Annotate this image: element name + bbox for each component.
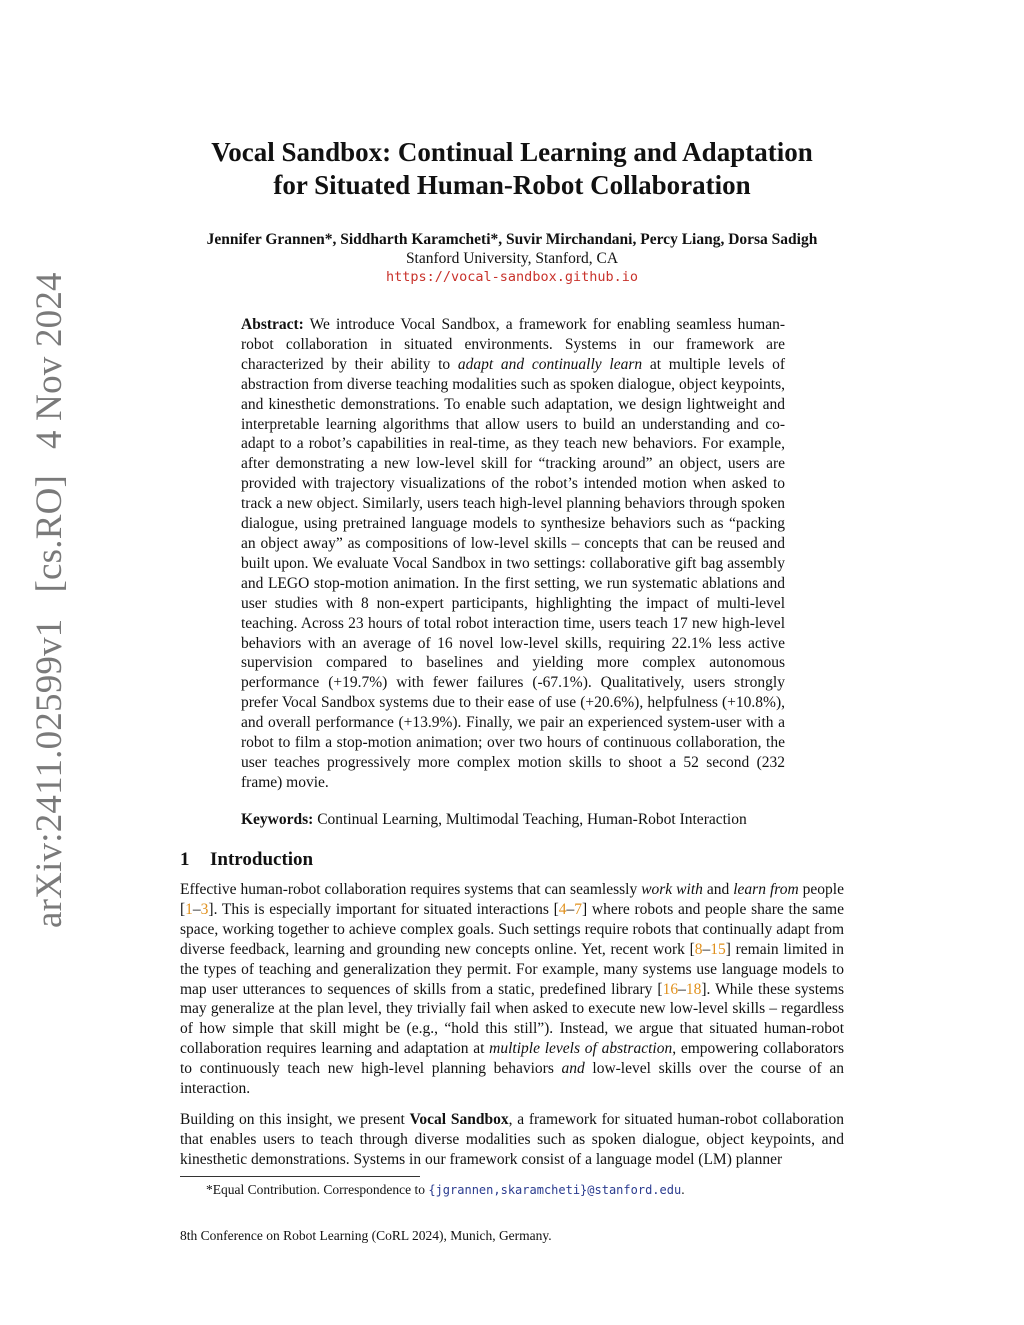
- p1-text: people [: [180, 881, 844, 918]
- footnote-text: *Equal Contribution. Correspondence to: [206, 1182, 429, 1197]
- title-line-1: Vocal Sandbox: Continual Learning and Adaptation: [211, 137, 813, 167]
- abstract-text-2: at multiple levels of abstraction from diverse teaching modalities such as spoken dialogue, object keypoints, and kinesthetic demonstrations. To enable such adaptation, we design lightweight and interpretable learning algorithms that allow users to build an understanding and co-adapt to a robot’s capabilities in real-time, as they teach new behaviors. For example, after demonstrating a new low-level skill for “tracking around” an object, users are provided with trajectory visualizations of the robot’s intended motion when asked to track a new object. Similarly, users teach high-level planning behaviors through spoken dialogue, using pretrained language models to synthesize behaviors such as “packing an object away” as compositions of low-level skills – concepts that can be reused and built upon. We evaluate Vocal Sandbox in two settings: collaborative gift bag assembly and LEGO stop-motion animation. In the first setting, we run systematic ablations and user studies with 8 non-expert participants, highlighting the impact of multi-level teaching. Across 23 hours of total robot interaction time, users teach 17 new high-level behaviors with an average of 16 novel low-level skills, requiring 22.1% less active supervision compared to baselines and yielding more complex autonomous performance (+19.7%) with fewer failures (-67.1%). Qualitatively, users strongly prefer Vocal Sandbox systems due to their ease of use (+20.6%), helpfulness (+10.8%), and overall performance (+13.9%). Finally, we pair an experienced system-user with a robot to film a stop-motion animation; over two hours of continuous collaboration, the user teaches progressively more complex motion skills to shoot a 52 second (232 frame) movie.: [241, 355, 785, 791]
- p1-text: ] remain limited in the types of teaching and generalization they permit. For example, many systems use language models to map user utterances to sequences of skills from a static, predefined library [: [180, 940, 844, 998]
- arxiv-identifier: [28, 272, 71, 928]
- arxiv-category: [cs.RO]: [29, 474, 70, 593]
- citation-link[interactable]: 3: [200, 900, 209, 918]
- intro-paragraph-2: [180, 1110, 844, 1170]
- venue-note: 8th Conference on Robot Learning (CoRL 2024), Munich, Germany.: [180, 1228, 552, 1243]
- paper-title: [180, 136, 844, 202]
- citation-dash: –: [702, 940, 711, 958]
- citation-link[interactable]: 7: [574, 900, 583, 918]
- citation-link[interactable]: 8: [694, 940, 703, 958]
- p2-text: Building on this insight, we present: [180, 1111, 410, 1128]
- p1-emphasis: and: [561, 1060, 585, 1078]
- keywords-label: Keywords:: [241, 811, 314, 828]
- abstract-text-1: We introduce Vocal Sandbox, a framework for enabling seamless human-robot collaboration in situated environments. Systems in our framework are characterized by their ability to: [241, 316, 785, 373]
- p1-text: low-level skills over the course of an interaction.: [180, 1060, 844, 1098]
- keywords: [241, 810, 785, 830]
- p1-text: and: [702, 881, 734, 898]
- footnote-rule: [180, 1176, 420, 1177]
- footnote-end: .: [681, 1182, 685, 1197]
- citation-link[interactable]: 1: [185, 900, 193, 918]
- email-link[interactable]: {jgrannen,skaramcheti}@stanford.edu: [428, 1183, 682, 1197]
- section-title: Introduction: [210, 849, 314, 870]
- citation-dash: –: [566, 900, 575, 918]
- citation-link[interactable]: 15: [710, 940, 726, 958]
- p1-text: ]. While these systems may generalize at the plan level, they trivially fail when asked to execute new low-level skills – regardless of how simple that skill might be (e.g., “hold this still”). Instead, we argue that situated human-robot collaboration requires learning and adaptation at: [180, 980, 844, 1058]
- citation-link[interactable]: 4: [558, 900, 567, 918]
- title-line-2: for Situated Human-Robot Collaboration: [273, 170, 751, 200]
- p1-text: ]. This is especially important for situated interactions [: [208, 900, 559, 918]
- footnote: [206, 1181, 846, 1199]
- p1-emphasis: learn from: [733, 881, 799, 898]
- p1-emphasis: work with: [641, 881, 703, 898]
- section-number: 1: [180, 849, 190, 870]
- abstract-label: Abstract:: [241, 316, 304, 333]
- citation-link[interactable]: 18: [685, 980, 702, 998]
- p2-bold: Vocal Sandbox: [409, 1111, 509, 1128]
- abstract-emphasis: adapt and continually learn: [457, 355, 643, 373]
- p2-text: , a framework for situated human-robot collaboration that enables users to teach through diverse modalities such as spoken dialogue, object keypoints, and kinesthetic demonstrations. Systems in our framework consist of a language model (LM) planner: [180, 1111, 845, 1168]
- project-url-link[interactable]: https://vocal-sandbox.github.io: [386, 269, 638, 285]
- abstract: [241, 315, 785, 793]
- intro-paragraph-1: [180, 880, 844, 1099]
- arxiv-date: 4 Nov 2024: [29, 272, 70, 449]
- affiliation: Stanford University, Stanford, CA: [405, 250, 619, 267]
- author-block: [180, 230, 844, 287]
- citation-link[interactable]: 16: [662, 980, 679, 998]
- author-names: Jennifer Grannen*, Siddharth Karamcheti*, Suvir Mirchandani, Percy Liang, Dorsa Sadigh: [206, 231, 818, 248]
- p1-text: , empowering collaborators to continuously teach new high-level planning behaviors: [180, 1040, 845, 1078]
- section-heading: [180, 849, 313, 871]
- p1-text: Effective human-robot collaboration requires systems that can seamlessly: [180, 881, 642, 898]
- citation-dash: –: [192, 900, 201, 918]
- p1-emphasis: multiple levels of abstraction: [489, 1040, 673, 1058]
- citation-dash: –: [678, 980, 686, 998]
- p1-text: ] where robots and people share the same space, working together to achieve complex goals. Such settings require robots that continually adapt from diverse feedback, learning and grounding new concepts online. Yet, recent work [: [180, 900, 844, 958]
- keywords-text: Continual Learning, Multimodal Teaching, Human-Robot Interaction: [317, 811, 747, 828]
- arxiv-id: arXiv:2411.02599v1: [29, 618, 70, 928]
